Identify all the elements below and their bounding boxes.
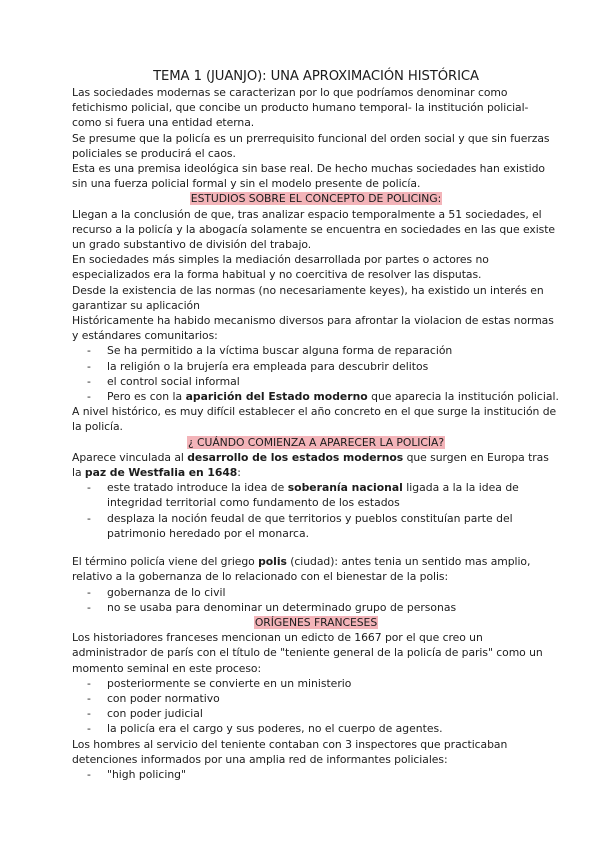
high-policing-list <box>72 767 560 782</box>
mechanisms-list <box>72 343 560 404</box>
page-title: TEMA 1 (JUANJO): UNA APROXIMACIÓN HISTÓRICA <box>153 69 479 84</box>
french-paragraph-2: Los hombres al servicio del teniente contaban con 3 inspectores que practicaban detenciones informados por una amplia red de informantes policiales: <box>72 737 508 766</box>
policing-paragraph-2: En sociedades más simples la mediación desarrollada por partes o actores no especializados era la forma habitual y no coercitiva de resolver las disputas. <box>72 253 489 282</box>
list-item: - "high policing" <box>87 767 560 782</box>
list-item: - este tratado introduce la idea de soberanía nacional ligada a la la idea de integridad territorial como fundamento de los estados <box>87 480 560 510</box>
list-item: - Pero es con la aparición del Estado moderno que aparecia la institución policial. <box>87 389 560 404</box>
bold-text: aparición del Estado moderno <box>185 390 368 404</box>
list-item: - gobernanza de lo civil <box>87 585 560 600</box>
list-item: - con poder judicial <box>87 706 560 721</box>
historical-paragraph: A nivel histórico, es muy difícil establecer el año concreto en el que surge la institución de la policía. <box>72 405 557 434</box>
policing-paragraph-4: Históricamente ha habido mecanismo diversos para afrontar la violacion de estas normas y estándares comunitarios: <box>72 314 554 343</box>
french-paragraph-1: Los historiadores franceses mencionan un edicto de 1667 por el que creo un administrador de parís con el título de "teniente general de la policía de paris" como un momento seminal en este proceso: <box>72 631 543 675</box>
list-item: - Se ha permitido a la víctima buscar alguna forma de reparación <box>87 343 560 358</box>
intro-paragraph-1: Las sociedades modernas se caracterizan por lo que podríamos denominar como fetichismo policial, que concibe un producto humano temporal- la institución policial- como si fuera una entidad eterna. <box>72 86 529 130</box>
spacer <box>72 541 560 554</box>
bold-text: polis <box>258 555 287 569</box>
list-item: - posteriormente se convierte en un ministerio <box>87 676 560 691</box>
list-item: - el control social informal <box>87 374 560 389</box>
polis-list <box>72 585 560 615</box>
policing-paragraph-3: Desde la existencia de las normas (no necesariamente keyes), ha existido un interés en garantizar su aplicación <box>72 283 544 312</box>
polis-paragraph: El término policía viene del griego polis (ciudad): antes tenia un sentido mas amplio, relativo a la gobernanza de lo relacionado con el bienestar de la polis: <box>72 555 531 584</box>
highlighted-heading: ESTUDIOS SOBRE EL CONCEPTO DE POLICING: <box>190 192 442 206</box>
bold-text: paz de Westfalia en 1648 <box>84 466 238 480</box>
section-heading-policing <box>72 191 560 206</box>
list-item: - no se usaba para denominar un determinado grupo de personas <box>87 600 560 615</box>
intro-paragraph-3: Esta es una premisa ideológica sin base real. De hecho muchas sociedades han existido sin una fuerza policial formal y sin el modelo presente de policía. <box>72 162 545 191</box>
list-item: - desplaza la noción feudal de que territorios y pueblos constituían parte del patrimonio heredado por el monarca. <box>87 511 560 541</box>
section-heading-origin <box>72 435 560 450</box>
list-item: - con poder normativo <box>87 691 560 706</box>
highlighted-heading: ¿ CUÁNDO COMIENZA A APARECER LA POLICÍA? <box>187 435 445 449</box>
list-item: - la policía era el cargo y sus poderes, no el cuerpo de agentes. <box>87 721 560 736</box>
intro-paragraph-2: Se presume que la policía es un prerrequisito funcional del orden social y que sin fuerzas policiales se producirá el caos. <box>72 131 550 160</box>
section-heading-french <box>72 615 560 630</box>
bold-text: soberanía nacional <box>287 481 403 495</box>
policing-paragraph-1: Llegan a la conclusión de que, tras analizar espacio temporalmente a 51 sociedades, el recurso a la policía y la abogacía solamente se encuentra en sociedades en las que existe un grado substantivo de división del trabajo. <box>72 207 555 252</box>
list-item: - la religión o la brujería era empleada para descubrir delitos <box>87 359 560 374</box>
highlighted-heading: ORÍGENES FRANCESES <box>254 615 378 629</box>
modern-states-paragraph: Aparece vinculada al desarrollo de los estados modernos que surgen en Europa tras la paz de Westfalia en 1648: <box>72 450 549 480</box>
french-list <box>72 676 560 737</box>
westfalia-list <box>72 480 560 541</box>
bold-text: desarrollo de los estados modernos <box>187 450 404 464</box>
